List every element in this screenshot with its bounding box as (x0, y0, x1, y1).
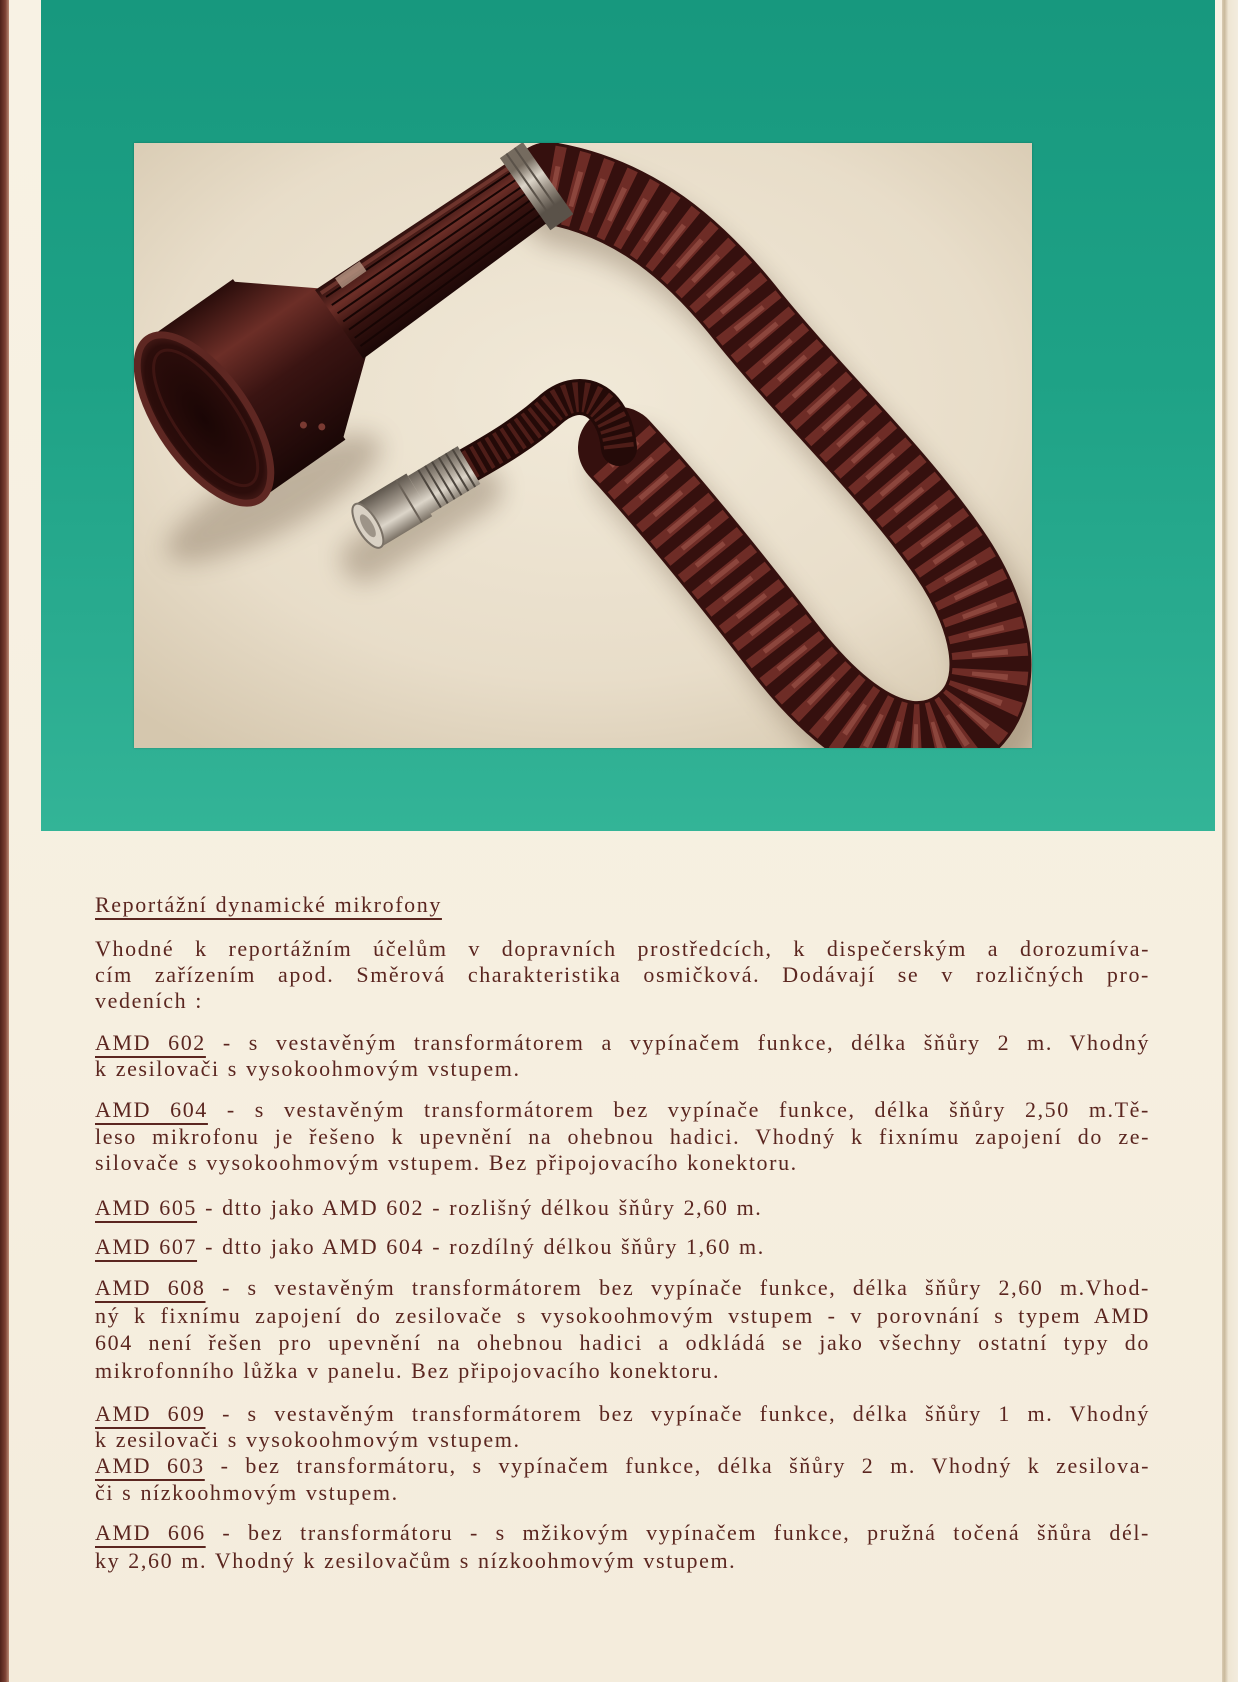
model-description-line (95, 1401, 1150, 1427)
model-description-line: či s nízkoohmovým vstupem. (95, 1480, 399, 1505)
section-heading (95, 891, 1150, 918)
model-description-line: ný k fixnímu zapojení do zesilovače s vysokoohmovým vstupem - v porovnání s typem AMD (95, 1302, 1150, 1328)
model-description-line (95, 1030, 1150, 1056)
microphone-illustration (134, 143, 1032, 748)
intro-line: Vhodné k reportážním účelům v dopravních prostředcích, k dispečerským a dorozumíva- (95, 936, 1150, 961)
model-code: AMD 609 (95, 1401, 206, 1426)
model-entry-amd-608 (95, 1274, 1150, 1384)
model-entry-amd-603 (95, 1452, 1150, 1506)
model-description-text: - dtto jako AMD 602 - rozlišný délkou šňůry 2,60 m. (205, 1195, 763, 1220)
model-description-text: - s vestavěným transformátorem a vypínačem funkce, délka šňůry 2 m. Vhodný (222, 1030, 1150, 1055)
model-description-line: silovače s vysokoohmovým vstupem. Bez připojovacího konektoru. (95, 1150, 798, 1175)
model-code: AMD 608 (95, 1275, 206, 1300)
model-code: AMD 606 (95, 1520, 206, 1545)
model-description-text: - dtto jako AMD 604 - rozdílný délkou šňůry 1,60 m. (205, 1234, 765, 1259)
intro-line: cím zařízením apod. Směrová charakteristika osmičková. Dodávají se v rozličných pro- (95, 962, 1150, 987)
model-description-text: - bez transformátoru, s vypínačem funkce, délka šňůry 2 m. Vhodný k zesilova- (220, 1453, 1150, 1478)
model-description-text: - bez transformátoru - s mžikovým vypínačem funkce, pružná točená šňůra dél- (222, 1520, 1150, 1545)
page-title: Reportážní dynamické mikrofony (95, 892, 442, 917)
model-entry-amd-607 (95, 1234, 1150, 1260)
model-description-line (95, 1234, 1150, 1260)
model-entry-amd-604 (95, 1097, 1150, 1177)
model-description-line: ky 2,60 m. Vhodný k zesilovačům s nízkoohmovým vstupem. (95, 1548, 737, 1573)
model-description-line: leso mikrofonu je řešeno k upevnění na ohebnou hadici. Vhodný k fixnímu zapojení do ze- (95, 1123, 1150, 1149)
model-description-line: k zesilovači s vysokoohmovým vstupem. (95, 1056, 521, 1081)
model-description-line: k zesilovači s vysokoohmovým vstupem. (95, 1427, 521, 1452)
model-description-line (95, 1097, 1150, 1124)
model-code: AMD 604 (95, 1097, 208, 1122)
model-description-line (95, 1519, 1150, 1547)
intro-paragraph (95, 936, 1150, 1014)
intro-line: vedeních : (95, 988, 204, 1013)
model-description-line: mikrofonního lůžka v panelu. Bez připojovacího konektoru. (95, 1357, 721, 1383)
model-entry-amd-609 (95, 1401, 1150, 1453)
model-description-text: - s vestavěným transformátorem bez vypínače funkce, délka šňůry 2,60 m.Vhod- (222, 1275, 1150, 1300)
model-description-text: - s vestavěným transformátorem bez vypínače funkce, délka šňůry 1 m. Vhodný (222, 1401, 1151, 1426)
microphone-photo (134, 143, 1032, 748)
page-left-edge (0, 0, 9, 1682)
model-code: AMD 607 (95, 1234, 198, 1259)
model-entry-amd-606 (95, 1519, 1150, 1575)
model-code: AMD 605 (95, 1195, 198, 1220)
model-entry-amd-605 (95, 1195, 1150, 1221)
model-description-line (95, 1274, 1150, 1302)
model-code: AMD 602 (95, 1030, 206, 1055)
model-code: AMD 603 (95, 1453, 205, 1478)
model-description-line: 604 není řešen pro upevnění na ohebnou hadici a odkládá se jako všechny ostatní typy do (95, 1330, 1150, 1355)
model-description-line (95, 1452, 1150, 1479)
page-fold (1222, 0, 1238, 1682)
model-description-text: - s vestavěným transformátorem bez vypínače funkce, délka šňůry 2,50 m.Tě- (226, 1097, 1150, 1122)
model-entry-amd-602 (95, 1030, 1150, 1082)
model-description-line (95, 1195, 1150, 1221)
